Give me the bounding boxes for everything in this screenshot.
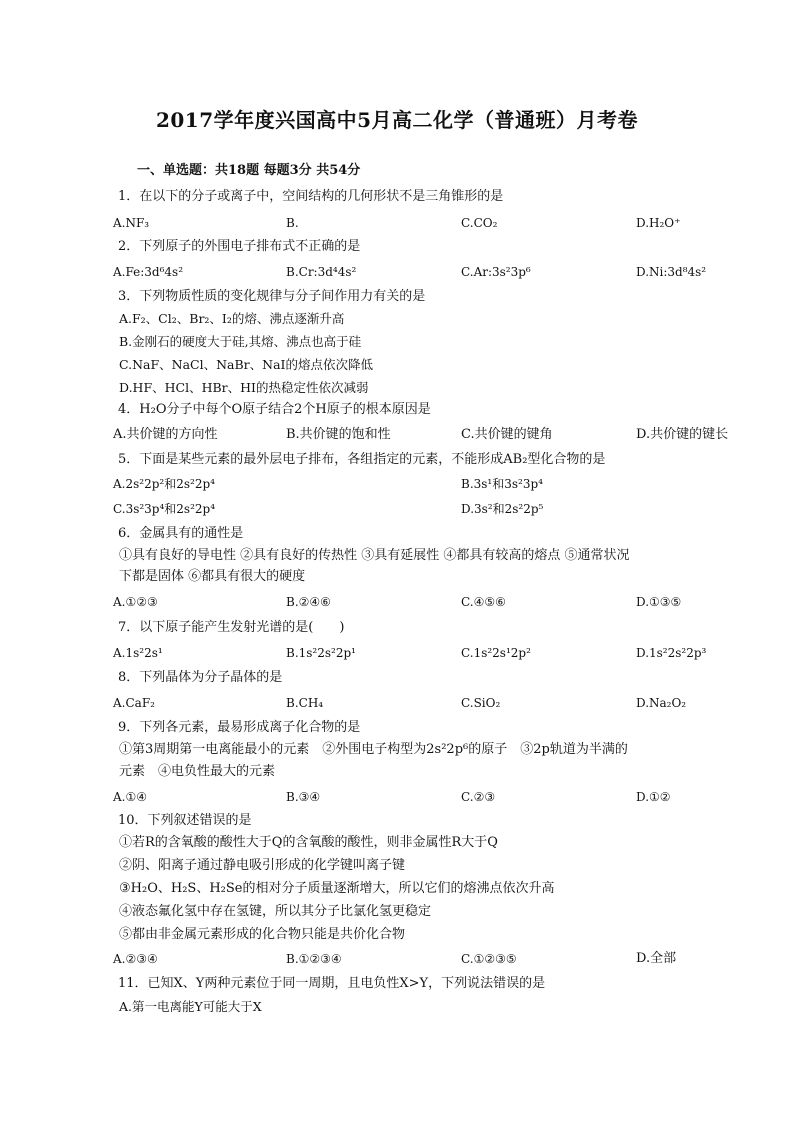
q11-option-a: A.第一电离能Y可能大于X	[119, 999, 262, 1014]
q8-option-b: B.CH₄	[286, 696, 324, 710]
q6-option-d: D.①③⑤	[636, 595, 682, 609]
question-2-stem: 2．下列原子的外围电子排布式不正确的是	[118, 239, 361, 254]
q3-option-c: C.NaF、NaCl、NaBr、NaI的熔点依次降低	[119, 357, 373, 372]
q2-option-d: D.Ni:3d⁸4s²	[636, 265, 707, 279]
question-9-stem: 9．下列各元素，最易形成离子化合物的是	[118, 720, 361, 735]
question-3-stem: 3．下列物质性质的变化规律与分子间作用力有关的是	[118, 289, 426, 304]
q10-statement-5: ⑤都由非金属元素形成的化合物只能是共价化合物	[119, 927, 406, 942]
q9-option-b: B.③④	[286, 790, 321, 804]
question-11-stem: 11．已知X、Y两种元素位于同一周期，且电负性X>Y，下列说法错误的是	[118, 976, 546, 991]
q10-statement-1: ①若R的含氧酸的酸性大于Q的含氧酸的酸性，则非金属性R大于Q	[119, 835, 498, 850]
q10-statement-2: ②阴、阳离子通过静电吸引形成的化学键叫离子键	[119, 858, 406, 873]
question-10-stem: 10．下列叙述错误的是	[118, 813, 252, 828]
q6-statement-line-2: 下都是固体 ⑥都具有很大的硬度	[119, 569, 306, 584]
exam-title: 2017学年度兴国高中5月高二化学（普通班）月考卷	[155, 108, 639, 132]
q1-option-a: A.NF₃	[113, 216, 150, 230]
q9-option-c: C.②③	[461, 790, 496, 804]
question-5-stem: 5．下面是某些元素的最外层电子排布，各组指定的元素，不能形成AB₂型化合物的是	[118, 452, 606, 467]
q5-option-d: D.3s²和2s²2p⁵	[461, 502, 544, 516]
q10-option-c: C.①②③⑤	[461, 952, 517, 966]
q5-option-b: B.3s¹和3s²3p⁴	[461, 477, 543, 491]
q7-option-a: A.1s²2s¹	[113, 646, 163, 660]
q2-option-c: C.Ar:3s²3p⁶	[461, 265, 531, 279]
section-heading: 一、单选题：共18题 每题3分 共54分	[137, 163, 361, 178]
q6-statement-line-1: ①具有良好的导电性 ②具有良好的传热性 ③具有延展性 ④都具有较高的熔点 ⑤通常状况	[119, 548, 630, 563]
q1-option-b: B.	[286, 216, 299, 230]
q9-option-a: A.①④	[113, 790, 147, 804]
q3-option-d: D.HF、HCl、HBr、HI的热稳定性依次减弱	[119, 380, 369, 395]
q10-option-b: B.①②③④	[286, 952, 342, 966]
q3-option-a: A.F₂、Cl₂、Br₂、I₂的熔、沸点逐渐升高	[119, 311, 345, 326]
question-6-stem: 6．金属具有的通性是	[118, 526, 244, 541]
q5-option-a: A.2s²2p²和2s²2p⁴	[113, 477, 215, 491]
q8-option-a: A.CaF₂	[113, 696, 155, 710]
q8-option-c: C.SiO₂	[461, 696, 501, 710]
q9-statement-line-1: ①第3周期第一电离能最小的元素 ②外围电子构型为2s²2p⁶的原子 ③2p轨道为半满的	[119, 742, 628, 757]
q1-option-c: C.CO₂	[461, 216, 498, 230]
question-7-stem: 7．以下原子能产生发射光谱的是( )	[118, 620, 345, 635]
q7-option-c: C.1s²2s¹2p²	[461, 646, 531, 660]
q10-statement-4: ④液态氟化氢中存在氢键，所以其分子比氯化氢更稳定	[119, 904, 432, 919]
q6-option-a: A.①②③	[113, 595, 158, 609]
q10-statement-3: ③H₂O、H₂S、H₂Se的相对分子质量逐渐增大，所以它们的熔沸点依次升高	[119, 881, 555, 896]
question-1-stem: 1．在以下的分子或离子中，空间结构的几何形状不是三角锥形的是	[118, 189, 504, 204]
q7-option-d: D.1s²2s²2p³	[636, 646, 707, 660]
q4-option-c: C.共价键的键角	[461, 427, 553, 442]
question-8-stem: 8．下列晶体为分子晶体的是	[118, 670, 283, 685]
q4-option-d: D.共价键的键长	[636, 427, 729, 442]
question-4-stem: 4．H₂O分子中每个O原子结合2个H原子的根本原因是	[118, 402, 431, 417]
q2-option-a: A.Fe:3d⁶4s²	[113, 265, 184, 279]
q6-option-c: C.④⑤⑥	[461, 595, 506, 609]
q1-option-d: D.H₂O⁺	[636, 216, 681, 230]
q7-option-b: B.1s²2s²2p¹	[286, 646, 356, 660]
q4-option-a: A.共价键的方向性	[113, 427, 218, 442]
q3-option-b: B.金刚石的硬度大于硅,其熔、沸点也高于硅	[119, 334, 362, 349]
q8-option-d: D.Na₂O₂	[636, 696, 687, 710]
q10-option-a: A.②③④	[113, 952, 158, 966]
q5-option-c: C.3s²3p⁴和2s²2p⁴	[113, 502, 216, 516]
q2-option-b: B.Cr:3d⁴4s²	[286, 265, 357, 279]
q6-option-b: B.②④⑥	[286, 595, 331, 609]
q10-option-d: D.全部	[636, 951, 677, 966]
q4-option-b: B.共价键的饱和性	[286, 427, 391, 442]
q9-option-d: D.①②	[636, 790, 671, 804]
q9-statement-line-2: 元素 ④电负性最大的元素	[119, 764, 276, 779]
